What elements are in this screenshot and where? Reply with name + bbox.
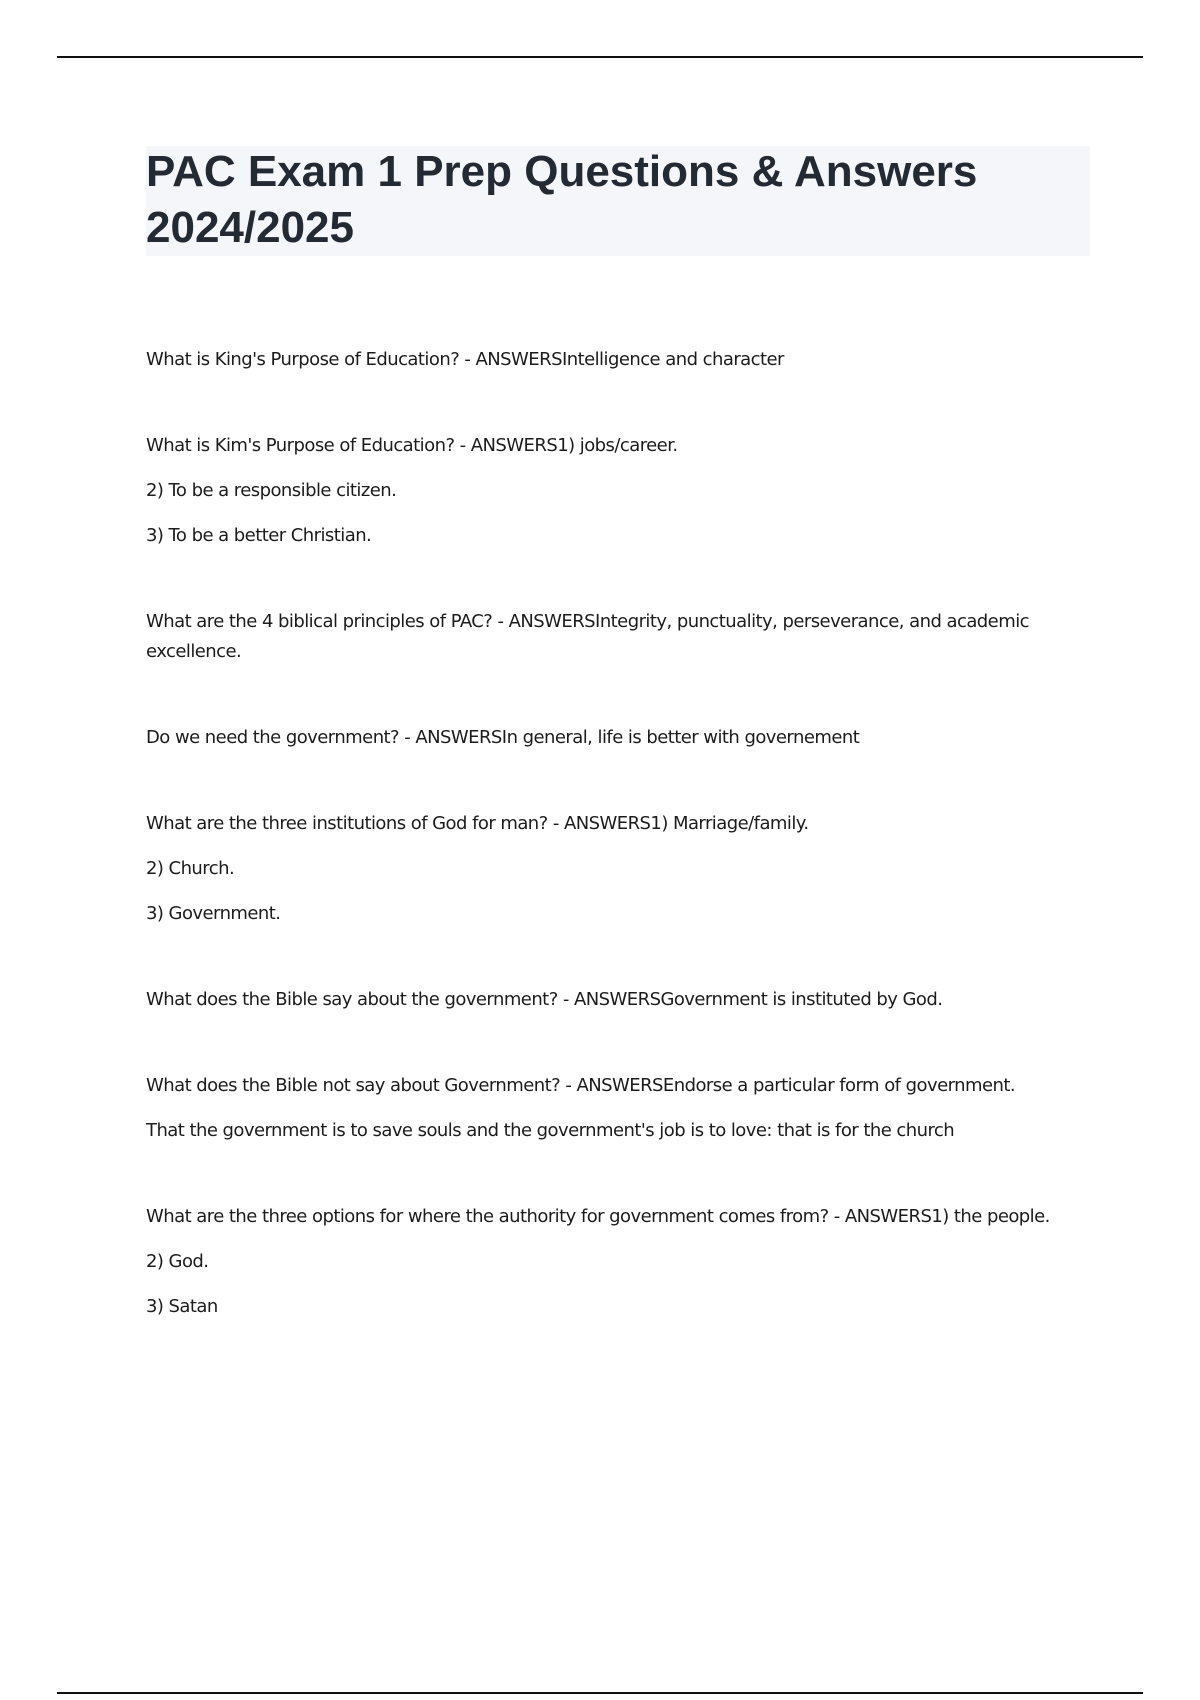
qa-line: That the government is to save souls and the government's job is to love: that is for the church [146, 1120, 955, 1141]
qa-line: What are the three options for where the authority for government comes from? - ANSWERS1) the people. [146, 1206, 1050, 1227]
qa-line: What is Kim's Purpose of Education? - ANSWERS1) jobs/career. [146, 435, 678, 456]
qa-item-2 [146, 431, 1090, 551]
qa-item-4 [146, 723, 1090, 753]
qa-list [146, 345, 1090, 1378]
qa-line: 3) Government. [146, 903, 281, 924]
qa-line: What does the Bible say about the government? - ANSWERSGovernment is instituted by God. [146, 989, 943, 1010]
qa-item-7 [146, 1071, 1090, 1146]
qa-line: Do we need the government? - ANSWERSIn general, life is better with governement [146, 727, 860, 748]
qa-item-1 [146, 345, 1090, 375]
document-title: PAC Exam 1 Prep Questions & Answers 2024/2025 [146, 147, 978, 252]
qa-line: What does the Bible not say about Government? - ANSWERSEndorse a particular form of government. [146, 1075, 1016, 1096]
qa-line: 2) Church. [146, 858, 235, 879]
qa-item-6 [146, 985, 1090, 1015]
qa-line: 3) Satan [146, 1296, 218, 1317]
qa-line: What is King's Purpose of Education? - ANSWERSIntelligence and character [146, 349, 784, 370]
qa-line: What are the 4 biblical principles of PAC? - ANSWERSIntegrity, punctuality, perseverance, and academic excellence. [146, 611, 1029, 662]
qa-line: What are the three institutions of God for man? - ANSWERS1) Marriage/family. [146, 813, 809, 834]
qa-item-3 [146, 607, 1090, 667]
qa-item-8 [146, 1202, 1090, 1322]
qa-line: 2) God. [146, 1251, 209, 1272]
bottom-rule [57, 1692, 1143, 1694]
qa-item-5 [146, 809, 1090, 929]
qa-line: 2) To be a responsible citizen. [146, 480, 397, 501]
top-rule [57, 56, 1143, 58]
qa-line: 3) To be a better Christian. [146, 525, 372, 546]
